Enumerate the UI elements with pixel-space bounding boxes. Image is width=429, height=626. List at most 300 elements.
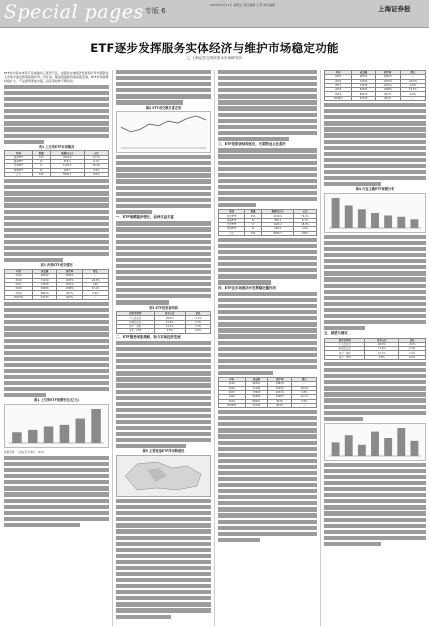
text-line: [324, 362, 426, 366]
text-line: [218, 526, 317, 530]
text-line: [218, 532, 317, 536]
text-line: [218, 125, 317, 129]
text-line: [218, 161, 317, 165]
text-line: [116, 590, 211, 594]
table-cell: 52130: [33, 295, 57, 299]
table-cell: 1482%: [268, 382, 292, 386]
text-line: [218, 131, 317, 135]
table-header-cell: 换手率: [268, 378, 292, 382]
table-title: 表2 各类ETF成交情况: [40, 263, 73, 268]
table-cell: 债券ETF: [5, 159, 33, 163]
table-cell: 1098%: [268, 395, 292, 399]
text-line: [116, 240, 211, 244]
text-line: [218, 371, 273, 375]
text-line: [116, 548, 211, 552]
text-line: [324, 417, 363, 421]
section-heading: 四、ETF在市场波动中发挥稳定器作用: [218, 285, 276, 290]
bar: [358, 445, 366, 456]
text-line: [116, 377, 211, 381]
text-line: [324, 405, 426, 409]
table-cell: 71240: [245, 386, 268, 390]
table-header-cell: 年份: [5, 269, 33, 273]
table-cell: 194: [32, 172, 50, 176]
text-line: [218, 197, 317, 201]
text-line: [324, 121, 426, 125]
text-line: [324, 241, 426, 245]
bar: [384, 215, 392, 228]
text-line: [4, 91, 109, 95]
text-line: [218, 453, 317, 457]
text-line: [116, 511, 211, 515]
table-cell: 168.5: [262, 227, 294, 231]
table-cell: 153: [245, 214, 262, 218]
text-line: [218, 328, 317, 332]
table-cell: 4218.6: [50, 155, 84, 159]
text-line: [116, 192, 211, 196]
table-cell: 个人投资者: [325, 342, 365, 346]
table-cell: 货币ETF: [5, 164, 33, 168]
text-line: [324, 320, 426, 324]
table-header-cell: 年份: [325, 71, 352, 75]
text-line: [218, 465, 317, 469]
table-cell: 合计: [5, 172, 33, 176]
text-line: [116, 602, 211, 606]
table-cell: 1.8%: [400, 83, 425, 87]
text-line: [116, 542, 211, 546]
text-line: [116, 523, 211, 527]
section-heading: 五、展望与建议: [324, 331, 348, 336]
table-cell: 8: [245, 223, 262, 227]
table-cell: 194: [245, 231, 262, 235]
text-line: [218, 422, 317, 426]
page-header: [0, 0, 429, 27]
table-header-cell: 变化: [399, 338, 426, 342]
text-line: [218, 334, 317, 338]
table-row: [219, 231, 317, 235]
table-cell: 28.4%: [154, 316, 186, 320]
text-line: [324, 398, 426, 402]
table-cell: 356.4: [50, 159, 84, 163]
table-header-cell: 换手率: [57, 269, 83, 273]
section-heading: 三、ETF投资者结构优化，长期资金占比提升: [218, 142, 286, 147]
text-line: [324, 411, 426, 415]
table-header-cell: 投资者类型: [325, 338, 365, 342]
table-cell: 18.9%: [84, 164, 108, 168]
text-line: [324, 542, 381, 546]
table-cell: -3.2%: [399, 342, 426, 346]
table-cell: 15.1%: [292, 395, 317, 399]
text-line: [4, 456, 109, 460]
text-line: [324, 368, 426, 372]
text-line: [324, 314, 426, 318]
table-cell: 967%: [57, 291, 83, 295]
table-cell: 15.1%: [400, 88, 425, 92]
table-cell: 股票ETF: [5, 155, 33, 159]
table-cell: 2015: [325, 75, 352, 79]
text-line: [116, 365, 211, 369]
text-line: [4, 486, 109, 490]
text-line: [218, 416, 317, 420]
text-line: [218, 341, 317, 345]
text-line: [4, 240, 109, 244]
table-cell: 1103.2: [262, 223, 294, 227]
bar: [345, 205, 353, 228]
text-line: [116, 288, 211, 292]
text-line: [116, 438, 211, 442]
table-cell: 合计: [219, 231, 245, 235]
table-cell: 71.6%: [365, 347, 399, 351]
text-line: [4, 109, 109, 113]
text-line: [116, 210, 152, 214]
text-line: [324, 164, 426, 168]
text-line: [218, 347, 317, 351]
text-line: [4, 302, 109, 306]
text-line: [218, 167, 317, 171]
table-cell: 1.5%: [186, 325, 211, 329]
text-line: [4, 511, 109, 515]
text-line: [218, 322, 317, 326]
text-line: [218, 100, 317, 104]
table-cell: 168.5: [50, 168, 84, 172]
table-cell: 89210: [245, 399, 268, 403]
text-line: [4, 97, 109, 101]
text-line: [218, 477, 317, 481]
table-cell: 6.9%: [292, 399, 317, 403]
table-cell: 83456: [352, 88, 375, 92]
text-line: [4, 468, 109, 472]
text-line: [324, 109, 426, 113]
table-cell: 1.8%: [292, 390, 317, 394]
table-cell: 842%: [375, 96, 400, 100]
text-line: [116, 161, 211, 165]
line-chart: [116, 111, 211, 153]
text-line: [324, 487, 426, 491]
table-cell: 跨境ETF: [5, 168, 33, 172]
table-cell: 个人投资者: [117, 316, 155, 320]
text-line: [324, 536, 426, 540]
data-table: [218, 209, 317, 236]
text-line: [4, 375, 109, 379]
text-line: [4, 222, 109, 226]
text-line: [324, 469, 426, 473]
text-line: [218, 304, 317, 308]
table-header-cell: 持有占比: [154, 312, 186, 316]
text-line: [218, 268, 317, 272]
table-cell: 6.1%: [84, 159, 108, 163]
text-line: [116, 608, 211, 612]
table-cell: -26.0%: [82, 278, 108, 282]
table-header-cell: 成交额: [352, 71, 375, 75]
text-line: [324, 505, 426, 509]
text-line: [324, 392, 426, 396]
table-cell: 1482%: [375, 75, 400, 79]
text-line: [218, 262, 317, 266]
text-line: [324, 140, 426, 144]
table-cell: 2018: [219, 395, 246, 399]
text-line: [324, 463, 426, 467]
table-cell: 机构投资者: [325, 347, 365, 351]
text-line: [324, 481, 426, 485]
text-line: [116, 258, 211, 262]
table-cell: 12: [245, 218, 262, 222]
article-column-4: [324, 70, 426, 622]
text-line: [116, 615, 171, 619]
text-line: [4, 85, 109, 89]
text-line: [116, 536, 211, 540]
text-line: [324, 176, 426, 180]
table-cell: 股票ETF: [219, 214, 245, 218]
text-line: [324, 499, 426, 503]
text-line: [116, 100, 183, 104]
table-cell: 967%: [268, 399, 292, 403]
text-line: [4, 228, 109, 232]
text-line: [4, 115, 109, 119]
text-line: [218, 310, 317, 314]
table-header-cell: 投资者类型: [117, 312, 155, 316]
section-title: Special pages: [4, 1, 144, 23]
text-line: [218, 82, 317, 86]
bar-chart: [324, 193, 426, 233]
table-cell: 967%: [375, 92, 400, 96]
table-cell: 18.9%: [294, 223, 317, 227]
table-cell: 96312: [33, 274, 57, 278]
chart-title: 图3 主要宽基ETF净申购情况: [142, 449, 185, 454]
text-line: [116, 347, 211, 351]
text-line: [324, 296, 426, 300]
bar-chart: [324, 423, 426, 461]
table-cell: 96312: [352, 75, 375, 79]
text-line: [116, 499, 211, 503]
table-cell: 72.1%: [84, 155, 108, 159]
text-line: [218, 173, 317, 177]
text-line: [218, 483, 317, 487]
table-row: [5, 172, 109, 176]
table-cell: —: [400, 75, 425, 79]
text-line: [116, 554, 211, 558]
text-line: [324, 475, 426, 479]
text-line: [116, 300, 169, 304]
text-line: [4, 121, 109, 125]
text-line: [4, 345, 109, 349]
bar: [28, 430, 38, 443]
text-line: [4, 517, 109, 521]
table-header-cell: 占比: [84, 151, 108, 155]
table-cell: 96312: [245, 382, 268, 386]
text-line: [116, 70, 211, 74]
table-row: [325, 96, 426, 100]
illustration-map: [116, 455, 211, 497]
table-header-cell: 数量: [245, 210, 262, 214]
table-cell: —: [82, 274, 108, 278]
table-cell: 842%: [57, 295, 83, 299]
text-line: [218, 316, 317, 320]
table-cell: 2018: [325, 88, 352, 92]
text-line: [4, 103, 109, 107]
section-heading: 一、ETF规模稳步增长，品种日益丰富: [116, 215, 174, 220]
article-column-2: [116, 70, 211, 622]
table-cell: 21: [245, 227, 262, 231]
text-line: [218, 507, 317, 511]
table-cell: 1031%: [375, 83, 400, 87]
table-cell: 6.1%: [294, 218, 317, 222]
text-line: [116, 396, 211, 400]
text-line: [116, 420, 211, 424]
table-cell: 其中：QFII: [325, 355, 365, 359]
table-cell: 8: [32, 164, 50, 168]
table-cell: 2.9%: [84, 168, 108, 172]
text-line: [116, 204, 211, 208]
table-header-cell: 变化: [186, 312, 211, 316]
data-table: [324, 338, 426, 360]
text-line: [4, 127, 109, 131]
text-line: [116, 359, 211, 363]
text-line: [116, 227, 211, 231]
text-line: [324, 253, 426, 257]
text-line: [116, 560, 211, 564]
series-line: [121, 116, 206, 132]
table-cell: 1205%: [375, 79, 400, 83]
table-header-cell: 换手率: [375, 71, 400, 75]
text-line: [116, 517, 211, 521]
bar: [332, 442, 340, 456]
text-line: [116, 294, 211, 298]
text-line: [4, 210, 109, 214]
table-cell: 1.8%: [82, 282, 108, 286]
bar: [12, 432, 22, 443]
text-line: [218, 244, 317, 248]
text-line: [218, 447, 317, 451]
bar: [397, 217, 405, 228]
text-line: [218, 274, 317, 278]
table-header-cell: 规模(亿元): [50, 151, 84, 155]
text-line: [4, 480, 109, 484]
text-line: [4, 351, 109, 355]
text-line: [218, 538, 260, 542]
source-note: 数据来源：上海证券交易所、Wind: [4, 450, 45, 454]
text-line: [4, 252, 109, 256]
table-cell: 2017: [325, 83, 352, 87]
text-line: [218, 238, 317, 242]
table-cell: 842%: [268, 403, 292, 407]
text-line: [324, 115, 426, 119]
table-cell: 1.5%: [399, 351, 426, 355]
table-cell: 4218.6: [262, 214, 294, 218]
text-line: [218, 359, 317, 363]
bar: [60, 425, 70, 443]
text-line: [4, 179, 109, 183]
table-cell: 2019: [5, 291, 33, 295]
table-cell: 1482%: [57, 274, 83, 278]
text-line: [218, 501, 317, 505]
text-line: [4, 462, 109, 466]
text-line: [218, 250, 317, 254]
chart-title: 图2 ETF成交额月度走势: [145, 105, 182, 110]
table-cell: 12.1%: [365, 351, 399, 355]
table-cell: 71240: [33, 278, 57, 282]
table-cell: 其中：QFII: [117, 329, 155, 333]
text-line: [4, 332, 109, 336]
table-cell: 28.4%: [365, 342, 399, 346]
text-line: [116, 246, 211, 250]
text-line: [116, 596, 211, 600]
table-row: [219, 403, 317, 407]
text-line: [218, 434, 317, 438]
text-line: [218, 148, 317, 152]
text-line: [324, 271, 426, 275]
text-line: [218, 298, 317, 302]
text-line: [116, 341, 211, 345]
text-line: [116, 76, 211, 80]
text-line: [4, 363, 109, 367]
table-cell: 1098%: [375, 88, 400, 92]
table-cell: 2016: [5, 278, 33, 282]
text-line: [4, 234, 109, 238]
table-cell: 21: [32, 168, 50, 172]
text-line: [218, 280, 271, 284]
text-line: [324, 308, 426, 312]
text-line: [116, 234, 211, 238]
header-rule: [0, 27, 429, 28]
table-cell: 1098%: [57, 287, 83, 291]
text-line: [218, 459, 317, 463]
table-cell: 4.8%: [154, 329, 186, 333]
table-cell: 其中：保险: [325, 351, 365, 355]
section-heading: 二、ETF服务国家战略，助力实体经济发展: [116, 334, 181, 339]
table-cell: 5846.7: [262, 231, 294, 235]
table-cell: 1205%: [268, 386, 292, 390]
text-line: [324, 374, 426, 378]
text-line: [218, 353, 317, 357]
table-cell: 52130: [245, 403, 268, 407]
table-cell: 1103.2: [50, 164, 84, 168]
text-line: [4, 320, 109, 324]
text-line: [218, 520, 317, 524]
chart-title: 图1 上交所ETF规模变化(亿元): [34, 398, 79, 403]
table-header-cell: 增长: [400, 71, 425, 75]
table-title: 表3 ETF投资者结构: [149, 305, 178, 310]
paper-logo: 上海证券报: [378, 5, 411, 13]
text-line: [116, 198, 211, 202]
text-line: [116, 578, 211, 582]
table-cell: 2017: [5, 282, 33, 286]
table-header-cell: 成交额: [33, 269, 57, 273]
article-column-3: [218, 70, 317, 622]
table-cell: 12: [32, 159, 50, 163]
table-cell: 71240: [352, 79, 375, 83]
table-cell: 100%: [84, 172, 108, 176]
text-line: [4, 381, 109, 385]
text-line: [218, 489, 317, 493]
table-cell: —: [82, 295, 108, 299]
bar: [371, 431, 379, 455]
headline: ETF逐步发挥服务实体经济与维护市场稳定功能: [90, 41, 339, 55]
header-meta: 2020年9月11日 星期五 责任编辑 王菁 美术编辑: [210, 3, 276, 7]
table-cell: 72.1%: [294, 214, 317, 218]
table-cell: 0.6%: [186, 329, 211, 333]
text-line: [116, 566, 211, 570]
text-line: [4, 492, 109, 496]
text-line: [324, 518, 426, 522]
table-cell: 2020H1: [5, 295, 33, 299]
column-divider: [320, 70, 321, 626]
bar: [397, 428, 405, 456]
text-line: [116, 167, 211, 171]
text-line: [324, 146, 426, 150]
text-line: [324, 259, 426, 263]
text-line: [116, 179, 211, 183]
text-line: [116, 426, 211, 430]
table-cell: —: [292, 382, 317, 386]
